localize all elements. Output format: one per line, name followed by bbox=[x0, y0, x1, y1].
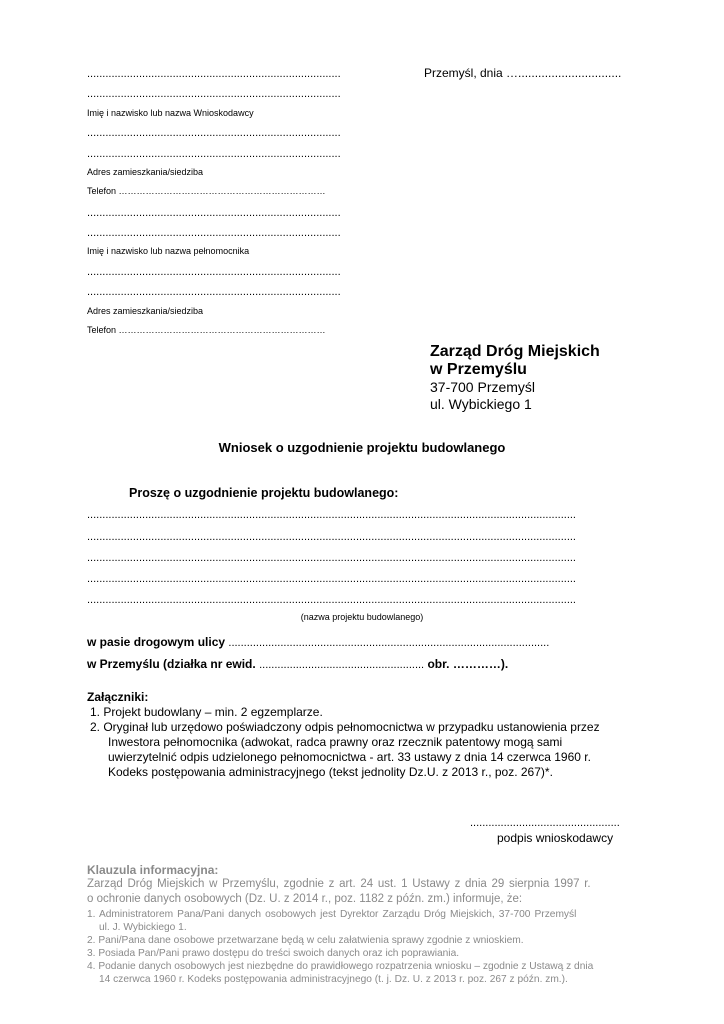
attachment-item-2-cont-1: Inwestora pełnomocnika (adwokat, radca prawny oraz rzecznik patentowy mogą sami bbox=[108, 735, 563, 749]
clause-heading: Klauzula informacyjna: bbox=[87, 863, 219, 877]
place-date[interactable]: Przemyśl, dnia …............................... bbox=[424, 66, 622, 80]
clause-point-2: 2. Pani/Pana dane osobowe przetwarzane będą w celu załatwienia sprawy zgodnie z wnioskiem. bbox=[87, 935, 524, 946]
recipient-city: 37-700 Przemyśl bbox=[430, 379, 536, 395]
proxy-line-2[interactable]: ................................................................................... bbox=[87, 227, 341, 239]
attachment-item-1: 1. Projekt budowlany – min. 2 egzemplarze. bbox=[90, 705, 323, 719]
clause-point-4-cont: 14 czerwca 1960 r. Kodeks postępowania administracyjnego (t. j. Dz. U. z 2013 r. poz. 267 z późn. zm.). bbox=[99, 974, 568, 985]
attachment-item-2: 2. Oryginał lub urzędowo poświadczony odpis pełnomocnictwa w przypadku ustanowienia przez bbox=[90, 720, 600, 734]
applicant-line-4[interactable]: ................................................................................... bbox=[87, 148, 341, 160]
applicant-address-label: Adres zamieszkania/siedziba bbox=[87, 167, 204, 177]
recipient-name-2: w Przemyślu bbox=[430, 361, 527, 378]
plot-number-field[interactable]: ...................................................... bbox=[259, 659, 425, 671]
clause-point-1: 1. Administratorem Pana/Pani danych osobowych jest Dyrektor Zarządu Dróg Miejskich, 37-700 Przemyśl bbox=[87, 909, 577, 920]
project-line-1[interactable]: ................................................................................................................................................................ bbox=[87, 509, 576, 521]
applicant-line-2[interactable]: ................................................................................... bbox=[87, 88, 341, 100]
attachment-item-2-cont-3: Kodeks postępowania administracyjnego (tekst jednolity Dz.U. z 2013 r., poz. 267)*. bbox=[108, 765, 553, 779]
applicant-line-1[interactable]: ................................................................................... bbox=[87, 68, 341, 80]
attachment-item-2-cont-2: uwierzytelnić odpis udzielonego pełnomocnictwa - art. 33 ustawy z dnia 14 czerwca 1960 r. bbox=[108, 750, 591, 764]
request-intro: Proszę o uzgodnienie projektu budowlanego: bbox=[129, 486, 399, 500]
proxy-phone[interactable]: Telefon …………………………………………………………… bbox=[87, 325, 326, 335]
project-line-3[interactable]: ................................................................................................................................................................ bbox=[87, 552, 576, 564]
signature-field[interactable]: ................................................. bbox=[470, 817, 620, 829]
clause-intro-1: Zarząd Dróg Miejskich w Przemyślu, zgodnie z art. 24 ust. 1 Ustawy z dnia 29 sierpnia 1997 r. bbox=[87, 878, 591, 890]
applicant-name-label: Imię i nazwisko lub nazwa Wnioskodawcy bbox=[87, 108, 254, 118]
clause-point-1-cont: ul. J. Wybickiego 1. bbox=[99, 922, 187, 933]
recipient-street: ul. Wybickiego 1 bbox=[430, 396, 532, 412]
street-field[interactable]: ......................................................................................................... bbox=[228, 637, 550, 649]
proxy-address-label: Adres zamieszkania/siedziba bbox=[87, 306, 204, 316]
proxy-line-3[interactable]: ................................................................................... bbox=[87, 266, 341, 278]
clause-point-4: 4. Podanie danych osobowych jest niezbędne do prawidłowego rozpatrzenia wniosku – zgodnie z Ustawą z dnia bbox=[87, 961, 594, 972]
applicant-line-3[interactable]: ................................................................................... bbox=[87, 127, 341, 139]
clause-point-3: 3. Posiada Pan/Pani prawo dostępu do treści swoich danych oraz ich poprawiania. bbox=[87, 948, 460, 959]
project-line-5[interactable]: ................................................................................................................................................................ bbox=[87, 594, 576, 606]
applicant-phone[interactable]: Telefon …………………………………………………………… bbox=[87, 186, 326, 196]
proxy-line-1[interactable]: ................................................................................... bbox=[87, 207, 341, 219]
proxy-name-label: Imię i nazwisko lub nazwa pełnomocnika bbox=[87, 246, 250, 256]
clause-intro-2: o ochronie danych osobowych (Dz. U. z 2014 r., poz. 1182 z późn. zm.) informuje, że: bbox=[87, 893, 523, 905]
plot-label: w Przemyślu (działka nr ewid. bbox=[87, 657, 256, 671]
recipient-name-1: Zarząd Dróg Miejskich bbox=[430, 343, 600, 360]
document-title: Wniosek o uzgodnienie projektu budowlanego bbox=[218, 440, 506, 455]
plot-line bbox=[87, 657, 508, 671]
plot-obr-field[interactable]: …………). bbox=[452, 657, 509, 671]
street-label: w pasie drogowym ulicy bbox=[87, 635, 226, 649]
street-line bbox=[87, 635, 549, 649]
proxy-line-4[interactable]: ................................................................................... bbox=[87, 286, 341, 298]
attachments-heading: Załączniki: bbox=[87, 690, 149, 704]
plot-obr-label: obr. bbox=[427, 657, 450, 671]
project-caption: (nazwa projektu budowlanego) bbox=[300, 612, 424, 622]
project-line-2[interactable]: ................................................................................................................................................................ bbox=[87, 531, 576, 543]
signature-label: podpis wnioskodawcy bbox=[497, 831, 614, 845]
project-line-4[interactable]: ................................................................................................................................................................ bbox=[87, 573, 576, 585]
